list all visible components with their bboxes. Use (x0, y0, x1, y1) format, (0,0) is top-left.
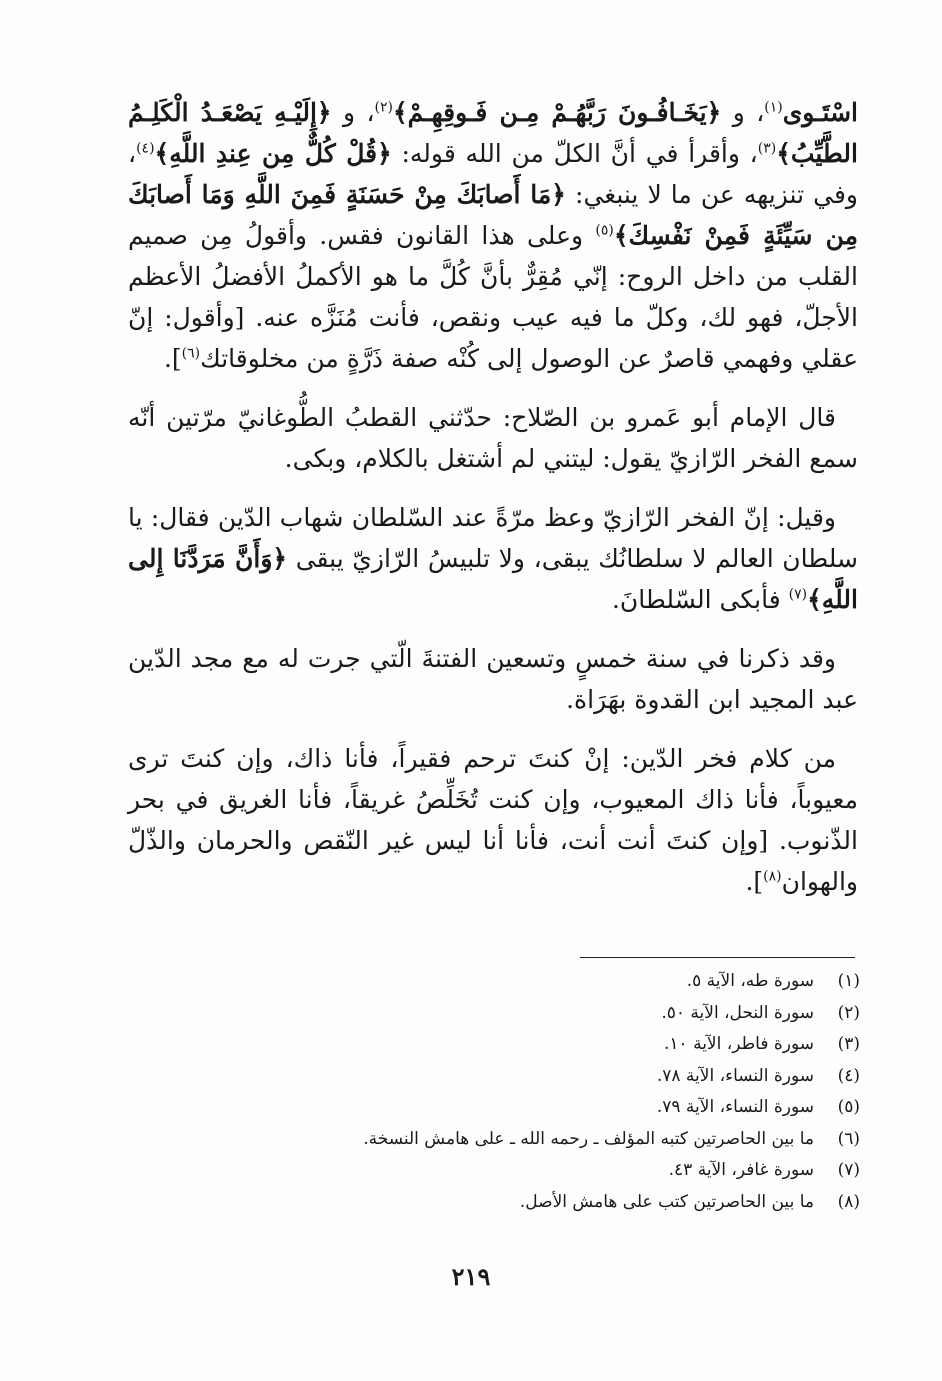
page-body (128, 92, 858, 920)
paragraph-1 (128, 92, 858, 379)
text-segment: وعلى هذا القانون فقس. وأقولُ مِن صميم القلب من داخل الروح: إنّي مُقِرٌّ بأنَّ كُلَّ ما هو الأكملُ الأفضلُ الأعظم الأجلّ، فهو لك، وكلّ ما فيه عيب ونقص، فأنت مُنَزَّه عنه. [وأقول: إنّ عقلي وفهمي قاصرٌ عن الوصول إلى كُنْه صفة ذَرَّةٍ من مخلوقاتك (128, 221, 858, 373)
quran-quote-2: ﴿يَخَـافُـونَ رَبَّهُـمْ مِـن فَـوقِهِـمْ﴾ (393, 98, 722, 127)
footnote-text: سورة فاطر، الآية ١٠. (664, 1034, 814, 1054)
footnote-item (220, 1155, 860, 1187)
footnote-text: سورة النساء، الآية ٧٩. (656, 1097, 814, 1117)
text-segment: ، و (721, 98, 765, 127)
footnote-number: (٢) (837, 1002, 860, 1023)
footnote-text: ما بين الحاصرتين كتبه المؤلف ـ رحمه الله ـ على هامش النسخة. (363, 1128, 814, 1149)
footnote-ref-8[interactable]: (٨) (763, 868, 782, 885)
footnotes-list (220, 966, 860, 1218)
footnote-item (220, 1124, 860, 1156)
footnote-ref-2[interactable]: (٢) (374, 99, 394, 116)
paragraph-3 (128, 497, 858, 620)
text-segment: فأبكى السّلطانَ. (611, 585, 789, 614)
footnote-ref-3[interactable]: (٣) (757, 140, 777, 157)
footnote-item (220, 998, 860, 1030)
footnote-text: سورة طه، الآية ٥. (686, 971, 814, 991)
footnote-separator (580, 957, 855, 958)
quran-quote-5: ﴿مَا أَصابَكَ مِنْ حَسَنَةٍ فَمِنَ اللَّهِ وَمَا أَصابَكَ مِن سَيِّئَةٍ فَمِنْ نَفْسِكَ﴾ (128, 180, 859, 250)
paragraph-2-text: قال الإمام أبو عَمرو بن الصّلاح: حدّثني القطبُ الطُّوغانيّ مرّتين أنّه سمع الفخر الرّازيّ يقول: ليتني لم أشتغل بالكلام، وبكى. (128, 403, 858, 473)
footnote-number: (٧) (837, 1160, 860, 1180)
text-segment: ، وأقرأ في أنَّ الكلّ من الله قوله: (391, 139, 758, 168)
footnote-number: (١) (837, 971, 860, 991)
footnote-ref-6[interactable]: (٦) (181, 345, 201, 362)
footnote-item (220, 1029, 860, 1061)
footnote-number: (٦) (837, 1128, 860, 1149)
quran-quote-4: ﴿قُلْ كُلٌّ مِن عِندِ اللَّهِ﴾ (154, 139, 392, 168)
footnote-number: (٨) (837, 1191, 860, 1212)
footnote-item (220, 966, 860, 998)
text-segment: وقيل: إنّ الفخر الرّازيّ وعظ مرّةً عند السّلطان شهاب الدّين فقال: يا سلطان العالم لا سلطانُك يبقى، ولا تلبيسُ الرّازيّ يبقى (128, 503, 858, 573)
paragraph-4 (128, 638, 858, 720)
quran-quote-1: اسْتَـوى (782, 98, 858, 127)
footnote-number: (٥) (837, 1097, 860, 1117)
text-segment: ]. (163, 344, 182, 373)
footnote-text: سورة غافر، الآية ٤٣. (668, 1160, 814, 1180)
page-number: ٢١٩ (451, 1262, 491, 1291)
footnote-item (220, 1187, 860, 1219)
paragraph-4-text: وقد ذكرنا في سنة خمسٍ وتسعين الفتنةَ الّتي جرت له مع مجد الدّين عبد المجيد ابن القدوة بهَرَاة. (128, 644, 858, 714)
footnote-ref-7[interactable]: (٧) (788, 586, 808, 603)
footnote-item (220, 1061, 860, 1093)
paragraph-5 (128, 738, 858, 902)
quran-quote-6: ﴿وَأَنَّ مَرَدَّنَا إِلى اللَّهِ﴾ (128, 544, 858, 614)
text-segment: ، وفي تنزيهه عن ما لا ينبغي: (128, 139, 858, 209)
footnote-text: سورة النحل، الآية ٥٠. (661, 1002, 814, 1023)
text-segment: ، و (331, 98, 375, 127)
text-segment: ]. (745, 867, 764, 896)
footnote-item (220, 1092, 860, 1124)
footnote-ref-5[interactable]: (٥) (595, 222, 614, 239)
paragraph-2 (128, 397, 858, 479)
text-segment: من كلام فخر الدّين: إنْ كنتَ ترحم فقيراً، فأنا ذاك، وإن كنتَ ترى معيوباً، فأنا ذاك المعيوب، وإن كنت تُخَلِّصُ غريقاً، فأنا الغريق في بحر الذّنوب. [وإن كنتَ أنت أنت، فأنا أنا ليس غير النّقص والحرمان والذّلّ والهوان (128, 744, 858, 896)
footnote-ref-1[interactable]: (١) (764, 99, 783, 116)
quran-quote-3: ﴿إِلَيْـهِ يَصْعَـدُ الْكَلِـمُ الطَّيِّبُ﴾ (128, 98, 858, 168)
footnote-text: سورة النساء، الآية ٧٨. (656, 1065, 814, 1086)
footnote-number: (٤) (837, 1065, 860, 1086)
footnote-text: ما بين الحاصرتين كتب على هامش الأصل. (519, 1191, 814, 1212)
footnote-number: (٣) (837, 1034, 860, 1054)
footnote-ref-4[interactable]: (٤) (136, 140, 155, 157)
